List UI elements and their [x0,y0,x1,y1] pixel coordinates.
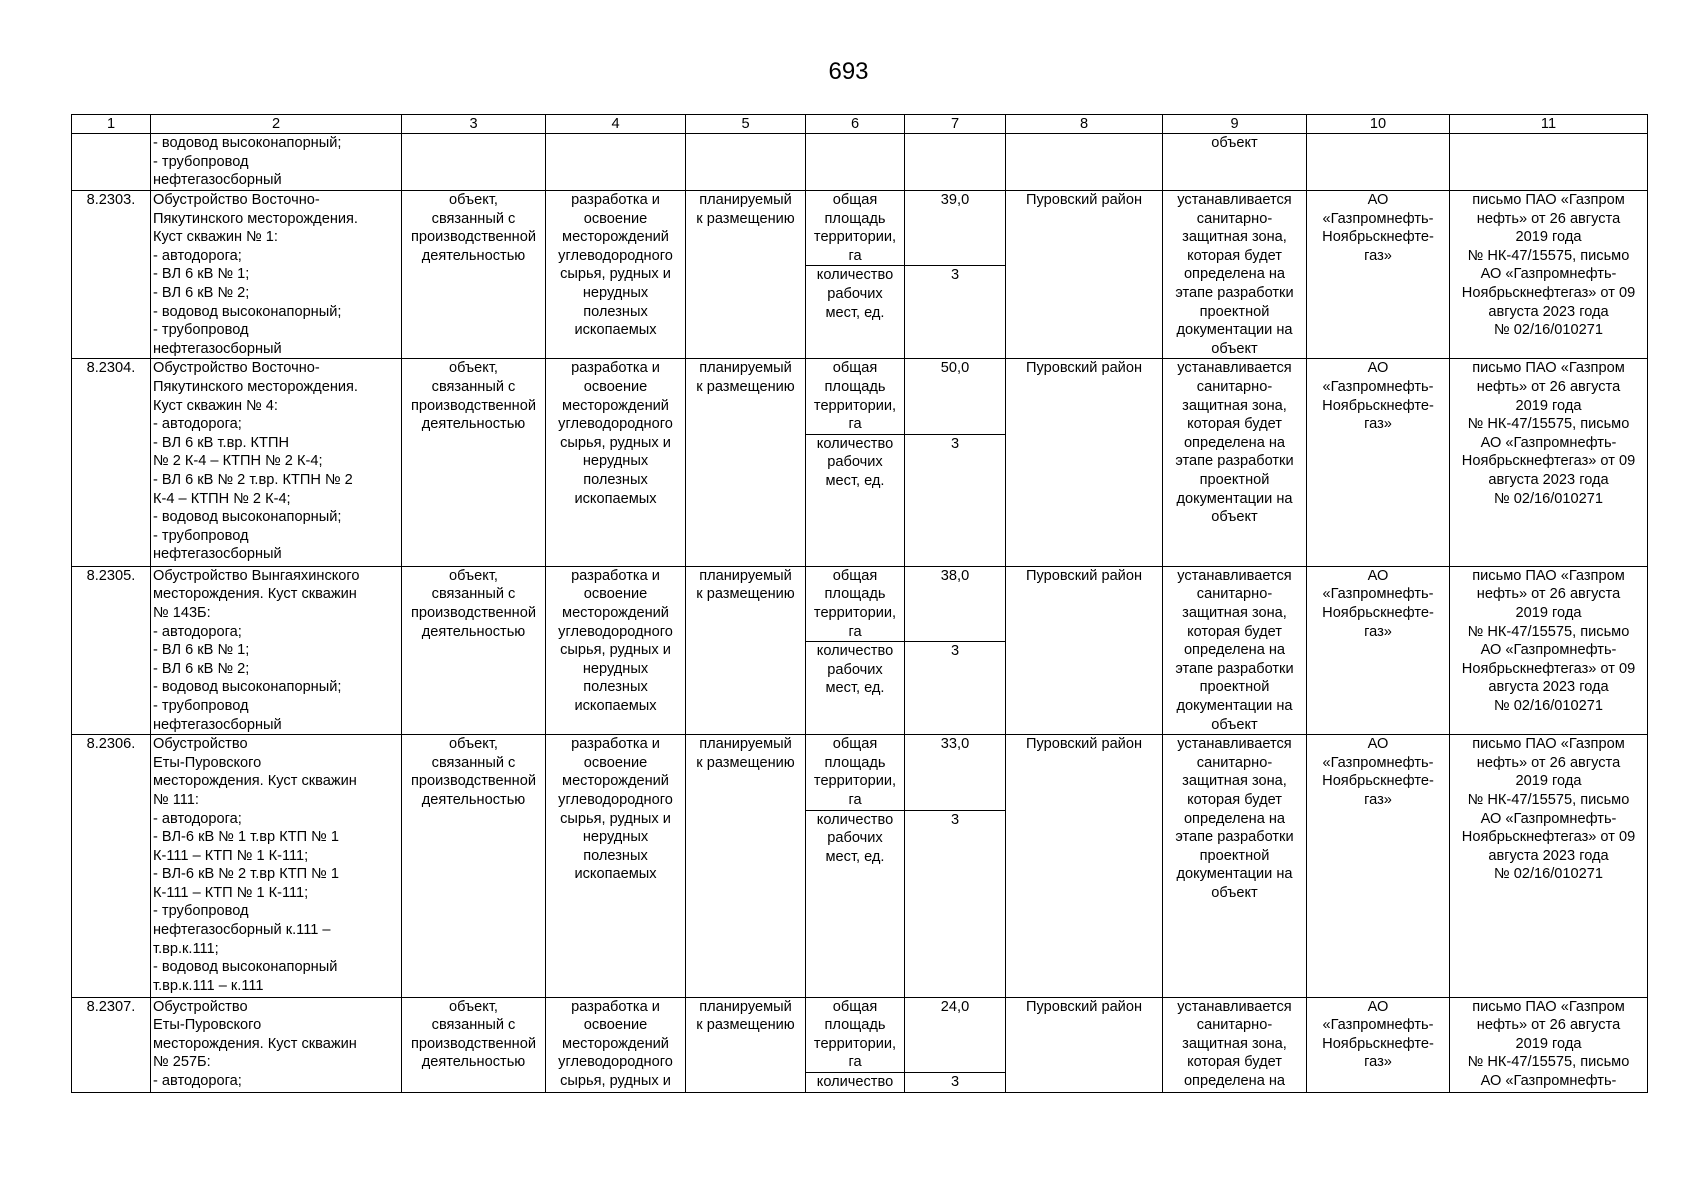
column-number: 9 [1163,115,1307,134]
value-jobs: 3 [905,266,1006,359]
value-area: 38,0 [905,566,1006,641]
object-status: планируемый к размещению [686,566,806,734]
characteristic-jobs: количество рабочих мест, ед. [806,266,905,359]
characteristic-jobs: количество рабочих мест, ед. [806,810,905,997]
characteristic-jobs: количество рабочих мест, ед. [806,642,905,735]
column-number: 4 [546,115,686,134]
row-number: 8.2305. [72,566,151,734]
object-type: объект, связанный с производственной деятельностью [402,566,546,734]
object-status: планируемый к размещению [696,998,795,1034]
row-number: 8.2306. [72,735,151,997]
basis: письмо ПАО «Газпром нефть» от 26 августа 2019 года № НК-47/15575, письмо АО «Газпромнефть- [1467,998,1630,1089]
sanitary-zone: устанавливается санитарно- защитная зона, которая будет определена на этапе разработки проектной документации на объект [1163,735,1307,997]
table-row [72,191,1648,266]
characteristic-area: общая площадь территории, га [806,359,905,434]
value-area: 50,0 [905,359,1006,434]
owner: АО «Газпромнефть- Ноябрьскнефте- газ» [1307,359,1450,566]
location: Пуровский район [1006,191,1163,359]
location: Пуровский район [1025,998,1143,1015]
object-name: Обустройство Еты-Пуровского месторождения. Куст скважин № 111: - автодорога; - ВЛ-6 кВ № 1 т.вр КТП № 1 К-111 – КТП № 1 К-111; - ВЛ-6 кВ № 2 т.вр КТП № 1 К-111 – КТП № 1 К-111; - трубопровод нефтегазосборный к.111 – т.вр.к.111; - водовод высоконапорный т.вр.к.111 – к.111 [151,735,402,997]
basis: письмо ПАО «Газпром нефть» от 26 августа 2019 года № НК-47/15575, письмо АО «Газпромнефть- Ноябрьскнефтегаз» от 09 августа 2023 года № 02/16/010271 [1450,566,1648,734]
basis: письмо ПАО «Газпром нефть» от 26 августа 2019 года № НК-47/15575, письмо АО «Газпромнефть- Ноябрьскнефтегаз» от 09 августа 2023 года № 02/16/010271 [1450,735,1648,997]
sanitary-zone: устанавливается санитарно- защитная зона, которая будет определена на этапе разработки проектной документации на объект [1163,359,1307,566]
column-number: 6 [806,115,905,134]
object-purpose: разработка и освоение месторождений углеводородного сырья, рудных и нерудных полезных ископаемых [546,359,686,566]
location: Пуровский район [1006,735,1163,997]
object-status: планируемый к размещению [686,191,806,359]
object-status: планируемый к размещению [686,735,806,997]
characteristic-jobs: количество [816,1074,894,1091]
object-purpose: разработка и освоение месторождений углеводородного сырья, рудных и нерудных полезных ископаемых [546,566,686,734]
sanitary-zone: устанавливается санитарно- защитная зона, которая будет определена на этапе разработки проектной документации на объект [1163,191,1307,359]
location: Пуровский район [1006,566,1163,734]
table-row [72,566,1648,641]
characteristic-area: общая площадь территории, га [813,998,897,1071]
value-jobs: 3 [905,810,1006,997]
row-number: 8.2304. [72,359,151,566]
object-type: объект, связанный с производственной деятельностью [402,191,546,359]
basis: письмо ПАО «Газпром нефть» от 26 августа 2019 года № НК-47/15575, письмо АО «Газпромнефть- Ноябрьскнефтегаз» от 09 августа 2023 года № 02/16/010271 [1450,191,1648,359]
object-name: - водовод высоконапорный; - трубопровод нефтегазосборный [151,134,402,191]
object-status: планируемый к размещению [686,359,806,566]
object-name: Обустройство Восточно- Пякутинского месторождения. Куст скважин № 1: - автодорога; - ВЛ 6 кВ № 1; - ВЛ 6 кВ № 2; - водовод высоконапорный; - трубопровод нефтегазосборный [151,191,402,359]
sanitary-zone: устанавливается санитарно- защитная зона, которая будет определена на [1177,998,1292,1089]
object-name: Обустройство Восточно- Пякутинского месторождения. Куст скважин № 4: - автодорога; - ВЛ 6 кВ т.вр. КТПН № 2 К-4 – КТПН № 2 К-4; - ВЛ 6 кВ № 2 т.вр. КТПН № 2 К-4 – КТПН № 2 К-4; - водовод высоконапорный; - трубопровод нефтегазосборный [151,359,402,566]
column-number: 7 [905,115,1006,134]
table-row [72,359,1648,434]
owner: АО «Газпромнефть- Ноябрьскнефте- газ» [1322,998,1434,1071]
object-purpose: разработка и освоение месторождений углеводородного сырья, рудных и нерудных полезных ископаемых [546,191,686,359]
owner: АО «Газпромнефть- Ноябрьскнефте- газ» [1307,735,1450,997]
column-number: 8 [1006,115,1163,134]
row-number: 8.2307. [86,998,136,1015]
object-type: объект, связанный с производственной деятельностью [402,359,546,566]
owner: АО «Газпромнефть- Ноябрьскнефте- газ» [1307,191,1450,359]
table-row [72,997,1648,1073]
sanitary-zone: устанавливается санитарно- защитная зона, которая будет определена на этапе разработки проектной документации на объект [1163,566,1307,734]
object-type: объект, связанный с производственной деятельностью [402,735,546,997]
column-number: 10 [1307,115,1450,134]
object-type: объект, связанный с производственной деятельностью [411,998,536,1071]
column-number: 5 [686,115,806,134]
column-number: 1 [72,115,151,134]
objects-table [71,114,1648,1093]
characteristic-area: общая площадь территории, га [806,566,905,641]
row-number: 8.2303. [72,191,151,359]
column-number: 2 [151,115,402,134]
column-numbers-row [72,115,1648,134]
characteristic-area: общая площадь территории, га [806,735,905,810]
characteristic-area: общая площадь территории, га [806,191,905,266]
characteristic-jobs: количество рабочих мест, ед. [806,434,905,566]
column-number: 11 [1450,115,1648,134]
object-name: Обустройство Вынгаяхинского месторождения. Куст скважин № 143Б: - автодорога; - ВЛ 6 кВ № 1; - ВЛ 6 кВ № 2; - водовод высоконапорный; - трубопровод нефтегазосборный [151,566,402,734]
page-number: 693 [828,58,869,85]
value-jobs: 3 [950,1074,960,1091]
object-purpose: разработка и освоение месторождений углеводородного сырья, рудных и нерудных полезных ископаемых [546,735,686,997]
column-number: 3 [402,115,546,134]
table-row [72,735,1648,810]
value-jobs: 3 [905,434,1006,566]
basis: письмо ПАО «Газпром нефть» от 26 августа 2019 года № НК-47/15575, письмо АО «Газпромнефть- Ноябрьскнефтегаз» от 09 августа 2023 года № 02/16/010271 [1450,359,1648,566]
owner: АО «Газпромнефть- Ноябрьскнефте- газ» [1307,566,1450,734]
object-name: Обустройство Еты-Пуровского месторождения. Куст скважин № 257Б: - автодорога; [153,998,357,1089]
continuation-row [72,134,1648,191]
location: Пуровский район [1006,359,1163,566]
value-area: 24,0 [905,997,1006,1073]
sanitary-zone: объект [1163,134,1307,191]
value-area: 39,0 [905,191,1006,266]
value-area: 33,0 [905,735,1006,810]
object-purpose: разработка и освоение месторождений углеводородного сырья, рудных и [558,998,673,1089]
value-jobs: 3 [905,642,1006,735]
